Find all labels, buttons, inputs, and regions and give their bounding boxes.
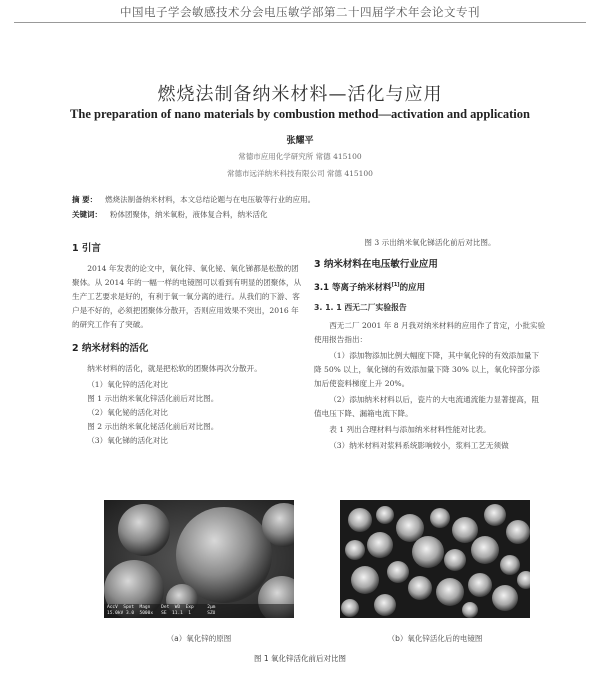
- section-1-heading: 1 引言: [72, 243, 101, 254]
- figure-3-caption: 图 3 示出纳米氧化锑活化前后对比图。: [364, 238, 496, 247]
- keywords-text: 粉体团聚体，纳米氧粉，液体复合料，纳米活化: [110, 210, 268, 219]
- abstract-block: [72, 194, 542, 224]
- abstract-label: 摘 要：: [72, 195, 98, 204]
- abstract-row: [72, 194, 542, 205]
- keywords-row: [72, 209, 542, 220]
- section-3-1-suffix: 的应用: [399, 282, 426, 293]
- list-item: 图 1 示出纳米氧化锌活化前后对比图。: [87, 394, 219, 403]
- abstract-text: 燃烧法制备纳米材料，本文总结论题与在电压敏等行业的应用。: [105, 195, 316, 204]
- figure-a-caption: （a）氧化锌的原图: [166, 634, 232, 643]
- section-1-paragraph: 2014 年发表的论文中，氧化锌、氧化铋、氧化锑都是松散的团聚体。从 2014 年的一幅一样的电镜图可以看到有明显的团聚体，从生产工艺要求是好的，有利于氧一氧分离的进行。从我们的下游、客户是不好的，必须把团聚体分散开，否则应用效果不突出，2016 年的研究工作有了突破。: [72, 264, 302, 329]
- citation-ref: [1]: [391, 282, 400, 288]
- section-3-1-title: 3.1 等离子纳米材料: [314, 282, 392, 293]
- paragraph: 西无二厂 2001 年 8 月我对纳米材料的应用作了肯定，小批实验使用报告指出：: [314, 320, 546, 344]
- section-2-heading: 2 纳米材料的活化: [72, 343, 149, 354]
- title-english: The preparation of nano materials by combustion method—activation and application: [70, 107, 530, 121]
- header-rule: [14, 22, 586, 23]
- sem-image-zno-original: [104, 500, 294, 618]
- paragraph: （2）添加纳米材料以后，瓷片的大电流通流能力显著提高，阻值电压下降、漏箱电流下降。: [314, 394, 540, 418]
- sem-scalebar: AccV Spot Magn Det WD Exp 2μm 15.0kV 3.0 5000x SE 11.1 1 SZU: [104, 604, 294, 618]
- right-column: [314, 236, 546, 455]
- figure-b-caption: （b）氧化锌活化后的电镜图: [387, 634, 483, 643]
- list-item: （1）氧化锌的活化对比: [87, 380, 168, 389]
- left-column: [72, 236, 304, 448]
- section-3-1-heading: [314, 278, 546, 295]
- paragraph: （3）纳米材料对浆料系统影响较小，浆料工艺无须做: [329, 440, 509, 450]
- section-2-intro: 纳米材料的活化，就是把松软的团聚体再次分散开。: [87, 364, 262, 373]
- figure-1-caption: 图 1 氧化锌活化前后对比图: [253, 654, 347, 663]
- sem-particles-a: [104, 500, 294, 618]
- sem-particles-b: [340, 500, 530, 618]
- running-header: 中国电子学会敏感技术分会电压敏学部第二十四届学术年会论文专刊: [120, 5, 480, 19]
- list-item: （2）氧化铋的活化对比: [87, 408, 168, 417]
- title-chinese: 燃烧法制备纳米材料—活化与应用: [157, 84, 443, 105]
- sem-image-zno-activated: [340, 500, 530, 618]
- affiliation-2: 常德市远洋纳米科技有限公司 常德 415100: [227, 169, 373, 178]
- author: 张耀平: [286, 136, 314, 146]
- section-3-heading: 3 纳米材料在电压敏行业应用: [314, 259, 438, 270]
- paragraph: （1）添加物添加比例大幅度下降，其中氧化锌的有效添加量下降 50% 以上，氧化锑的有效添加量下降 30% 以上，氧化锌部分添加后使瓷料梯度上升 20%。: [314, 350, 540, 388]
- paragraph: 表 1 列出合理材料与添加纳米材料性能对比表。: [329, 424, 491, 434]
- list-item: 图 2 示出纳米氧化铋活化前后对比图。: [87, 422, 219, 431]
- keywords-label: 关键词：: [72, 210, 102, 219]
- affiliation-1: 常德市应用化学研究所 常德 415100: [238, 152, 362, 161]
- section-3-1-1-heading: 3. 1. 1 西无二厂实验报告: [314, 302, 407, 312]
- list-item: （3）氧化锑的活化对比: [87, 436, 168, 445]
